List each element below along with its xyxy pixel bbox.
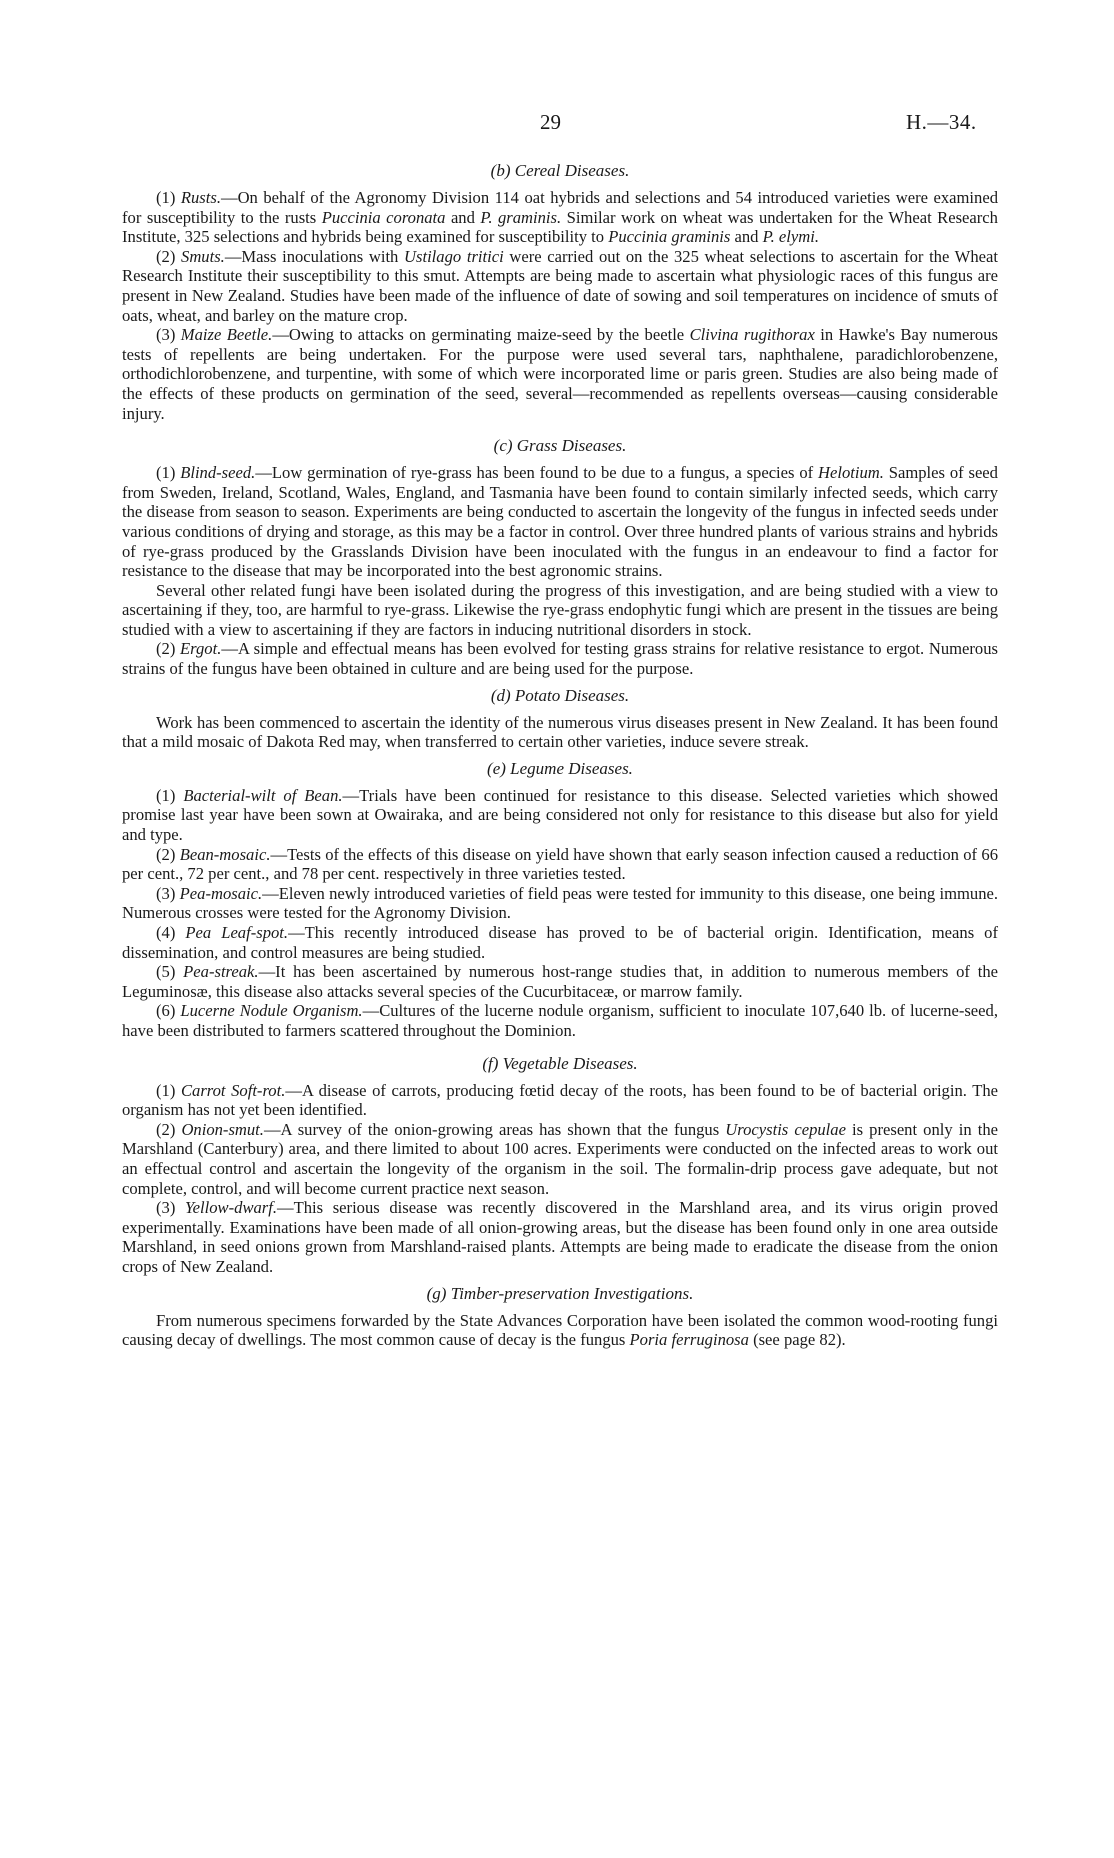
page-number: 29 — [540, 110, 561, 134]
section-heading-grass: (c) Grass Diseases. — [493, 436, 627, 456]
paragraph-carrot-soft-rot: (1) Carrot Soft-rot.—A disease of carrots, producing fœtid decay of the roots, has been found to be of bacterial origin. The organism has not yet been identified. — [122, 1080, 998, 1120]
paragraph-potato-virus: Work has been commenced to ascertain the identity of the numerous virus diseases present in New Zealand. It has been found that a mild mosaic of Dakota Red may, when transferred to certain other varieties, induce severe streak. — [122, 712, 998, 752]
document-reference: H.—34. — [906, 110, 977, 134]
section-heading-timber: (g) Timber-preservation Investigations. — [426, 1283, 694, 1303]
paragraph-pea-streak: (5) Pea-streak.—It has been ascertained by numerous host-range studies that, in addition to numerous members of the Leguminosæ, this disease also attacks several species of the Cucurbitaceæ, or marrow family. — [122, 962, 998, 1001]
paragraph-bean-mosaic: (2) Bean-mosaic.—Tests of the effects of this disease on yield have shown that early season infection caused a reduction of 66 per cent., 72 per cent., and 78 per cent. respectively in three varieties tested. — [122, 844, 998, 884]
paragraph-pea-mosaic: (3) Pea-mosaic.—Eleven newly introduced varieties of field peas were tested for immunity to this disease, one being immune. Numerous crosses were tested for the Agronomy Division. — [122, 883, 998, 923]
section-heading-legume: (e) Legume Diseases. — [487, 758, 633, 778]
paragraph-ergot: (2) Ergot.—A simple and effectual means has been evolved for testing grass strains for relative resistance to ergot. Numerous strains of the fungus have been obtained in culture and are being used for the purpose. — [122, 639, 998, 679]
paragraph-timber-fungi: From numerous specimens forwarded by the State Advances Corporation have been isolated the common wood-rooting fungi causing decay of dwellings. The most common cause of decay is the fungus Poria ferruginosa (see page 82). — [122, 1310, 998, 1350]
paragraph-smuts: (2) Smuts.—Mass inoculations with Ustilago tritici were carried out on the 325 wheat selections to ascertain for the Wheat Research Institute their susceptibility to this smut. Attempts are being made to ascertain what physiologic races of this fungus are present in New Zealand. Studies have been made of the influence of date of sowing and soil temperatures on incidence of smuts of oats, wheat, and barley on the mature crop. — [122, 246, 998, 325]
body-column — [122, 160, 998, 1350]
paragraph-bacterial-wilt: (1) Bacterial-wilt of Bean.—Trials have been continued for resistance to this disease. Selected varieties which showed promise last year have been sown at Owairaka, and are being considered not only for resistance to this disease but also for yield and type. — [122, 785, 999, 845]
paragraph-related-fungi: Several other related fungi have been isolated during the progress of this investigation, and are being studied with a view to ascertaining if they, too, are harmful to rye-grass. Likewise the rye-grass endophytic fungi which are present in the tissues are being studied with a view to ascertaining if they are factors in inducing nutritional disorders in stock. — [122, 580, 998, 639]
paragraph-lucerne-nodule: (6) Lucerne Nodule Organism.—Cultures of the lucerne nodule organism, sufficient to inoculate 107,640 lb. of lucerne-seed, have been distributed to farmers scattered throughout the Dominion. — [122, 1001, 998, 1040]
section-heading-vegetable: (f) Vegetable Diseases. — [482, 1053, 638, 1073]
paragraph-pea-leaf-spot: (4) Pea Leaf-spot.—This recently introduced disease has proved to be of bacterial origin. Identification, means of dissemination, and control measures are being studied. — [122, 923, 999, 962]
paragraph-maize-beetle: (3) Maize Beetle.—Owing to attacks on germinating maize-seed by the beetle Clivina rugithorax in Hawke's Bay numerous tests of repellents are being undertaken. For the purpose were used several tars, naphthalene, paradichlorobenzene, orthodichlorobenzene, and turpentine, with some of which were incorporated lime or paris green. Studies are also being made of the effects of these products on germination of the seed, several—recommended as repellents overseas—causing considerable injury. — [122, 325, 998, 423]
section-heading-potato: (d) Potato Diseases. — [490, 685, 630, 705]
paragraph-blind-seed: (1) Blind-seed.—Low germination of rye-grass has been found to be due to a fungus, a species of Helotium. Samples of seed from Sweden, Ireland, Scotland, Wales, England, and Tasmania have been found to contain similarly infected seeds, which carry the disease from season to season. Experiments are being conducted to ascertain the longevity of the fungus in infected seeds under various conditions of drying and storage, as this may be a factor in control. Over three hundred plants of various strains and hybrids of rye-grass produced by the Grasslands Division have been inoculated with the fungus in an endeavour to find a factor for resistance to the disease that may be incorporated into the best agronomic strains. — [122, 463, 998, 581]
paragraph-yellow-dwarf: (3) Yellow-dwarf.—This serious disease was recently discovered in the Marshland area, and its virus origin proved experimentally. Examinations have been made of all onion-growing areas, but the disease has been found only in one area outside Marshland, in seed onions grown from Marshland-raised plants. Attempts are being made to eradicate the disease from the onion crops of New Zealand. — [122, 1198, 998, 1276]
paragraph-rusts: (1) Rusts.—On behalf of the Agronomy Division 114 oat hybrids and selections and 54 introduced varieties were examined for susceptibility to the rusts Puccinia coronata and P. graminis. Similar work on wheat was undertaken for the Wheat Research Institute, 325 selections and hybrids being examined for susceptibility to Puccinia graminis and P. elymi. — [122, 188, 998, 247]
section-heading-cereal: (b) Cereal Diseases. — [490, 161, 630, 180]
paragraph-onion-smut: (2) Onion-smut.—A survey of the onion-growing areas has shown that the fungus Urocystis cepulae is present only in the Marshland (Canterbury) area, and there limited to about 100 acres. Experiments were conducted on the infected areas to work out an effectual control and ascertain the longevity of the organism in the soil. The formalin-drip process gave adequate, but not complete, control, and will become current practice next season. — [122, 1119, 998, 1198]
